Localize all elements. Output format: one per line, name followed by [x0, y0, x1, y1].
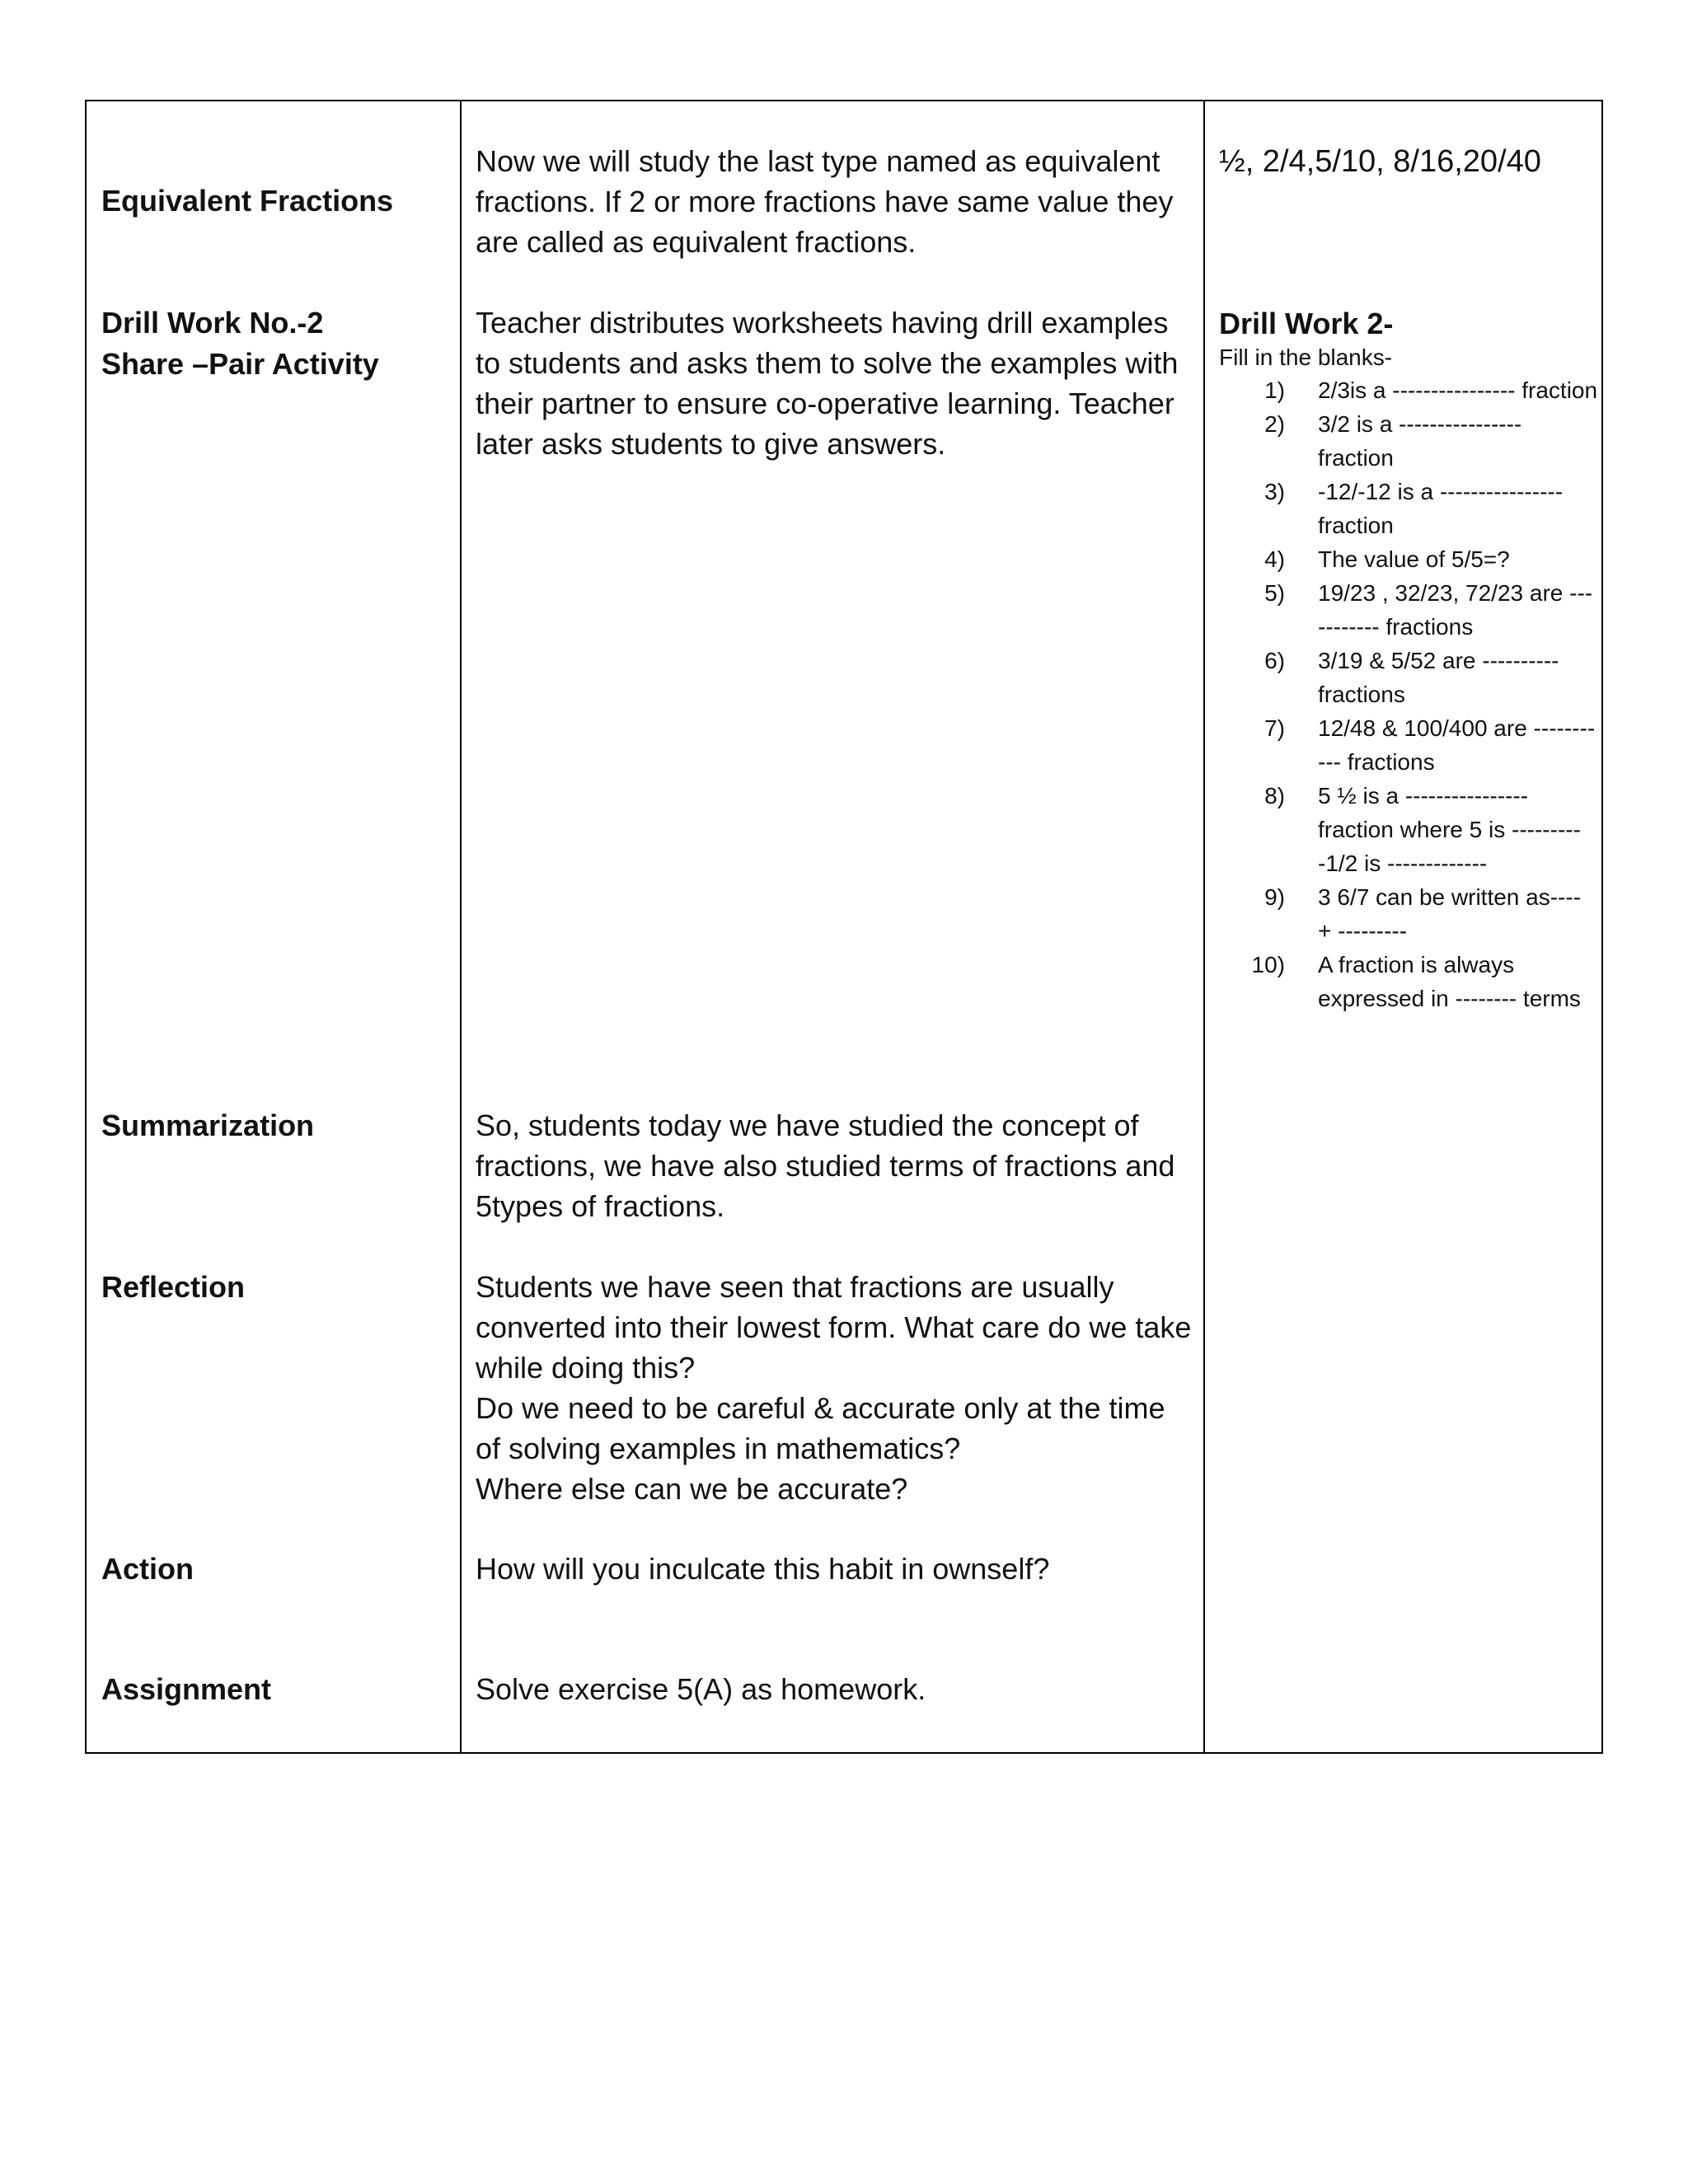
list-item [1219, 407, 1598, 475]
question-text: 12/48 & 100/400 are ----------- fractions [1318, 715, 1596, 775]
question-number: 7) [1264, 715, 1285, 741]
list-item [1219, 880, 1598, 948]
action-description: How will you inculcate this habit in ownself? [476, 1552, 1050, 1586]
column-divider [460, 101, 462, 1752]
drill-question-list [1219, 373, 1598, 1015]
question-text: 3/2 is a ---------------- fraction [1318, 411, 1522, 471]
list-item [1219, 948, 1598, 1015]
list-item [1219, 542, 1598, 576]
question-text: 3 6/7 can be written as---- + --------- [1318, 884, 1582, 944]
question-text: A fraction is always expressed in -------- terms [1318, 952, 1581, 1011]
assignment-label: Assignment [101, 1672, 272, 1706]
question-text: 2/3is a ---------------- fraction [1318, 377, 1598, 403]
reflection-question-2: Do we need to be careful & accurate only at the time of solving examples in mathematics? [476, 1391, 1165, 1465]
equivalent-fractions-label: Equivalent Fractions [101, 184, 394, 218]
drill-work-title: Drill Work No.-2 [101, 306, 324, 340]
list-item [1219, 711, 1598, 779]
list-item [1219, 644, 1598, 711]
action-label: Action [101, 1552, 194, 1586]
equivalent-fractions-description: Now we will study the last type named as equivalent fractions. If 2 or more fractions have same value they are called as equivalent fractions. [476, 144, 1174, 259]
reflection-question-1: Students we have seen that fractions are usually converted into their lowest form. What care do we take while doing this? [476, 1270, 1192, 1385]
question-text: 19/23 , 32/23, 72/23 are ----------- fractions [1318, 580, 1593, 640]
equivalent-fractions-examples: ½, 2/4,5/10, 8/16,20/40 [1219, 144, 1541, 179]
drill-work-label [101, 302, 448, 385]
question-text: 3/19 & 5/52 are ---------- fractions [1318, 648, 1559, 707]
question-text: The value of 5/5=? [1318, 546, 1510, 572]
list-item [1219, 779, 1598, 880]
drill-work-worksheet [1219, 306, 1598, 1015]
list-item [1219, 475, 1598, 542]
lesson-plan-table [85, 100, 1603, 1754]
question-number: 2) [1264, 411, 1285, 437]
reflection-question-3: Where else can we be accurate? [476, 1472, 908, 1506]
question-text: 5 ½ is a ---------------- fraction where 5 is ----------1/2 is ------------- [1318, 783, 1581, 876]
question-number: 1) [1264, 377, 1285, 403]
reflection-label: Reflection [101, 1270, 246, 1304]
question-text: -12/-12 is a ---------------- fraction [1318, 479, 1564, 538]
question-number: 8) [1264, 783, 1285, 808]
drill-work-description: Teacher distributes worksheets having drill examples to students and asks them to solve the examples with their partner to ensure co-operative learning. Teacher later asks students to give answers. [476, 306, 1179, 461]
reflection-description [476, 1267, 1193, 1509]
list-item [1219, 576, 1598, 644]
question-number: 6) [1264, 648, 1285, 673]
question-number: 3) [1264, 479, 1285, 504]
assignment-description: Solve exercise 5(A) as homework. [476, 1672, 926, 1706]
question-number: 5) [1264, 580, 1285, 606]
share-pair-activity: Share –Pair Activity [101, 347, 379, 381]
question-number: 9) [1264, 884, 1285, 910]
question-number: 10) [1251, 952, 1285, 977]
question-number: 4) [1264, 546, 1285, 572]
summarization-description: So, students today we have studied the concept of fractions, we have also studied terms of fractions and 5types of fractions. [476, 1108, 1175, 1223]
column-divider [1203, 101, 1205, 1752]
list-item [1219, 373, 1598, 407]
summarization-label: Summarization [101, 1108, 315, 1142]
drill-work-heading: Drill Work 2- [1219, 307, 1394, 340]
fill-in-blanks-instruction: Fill in the blanks- [1219, 344, 1393, 370]
